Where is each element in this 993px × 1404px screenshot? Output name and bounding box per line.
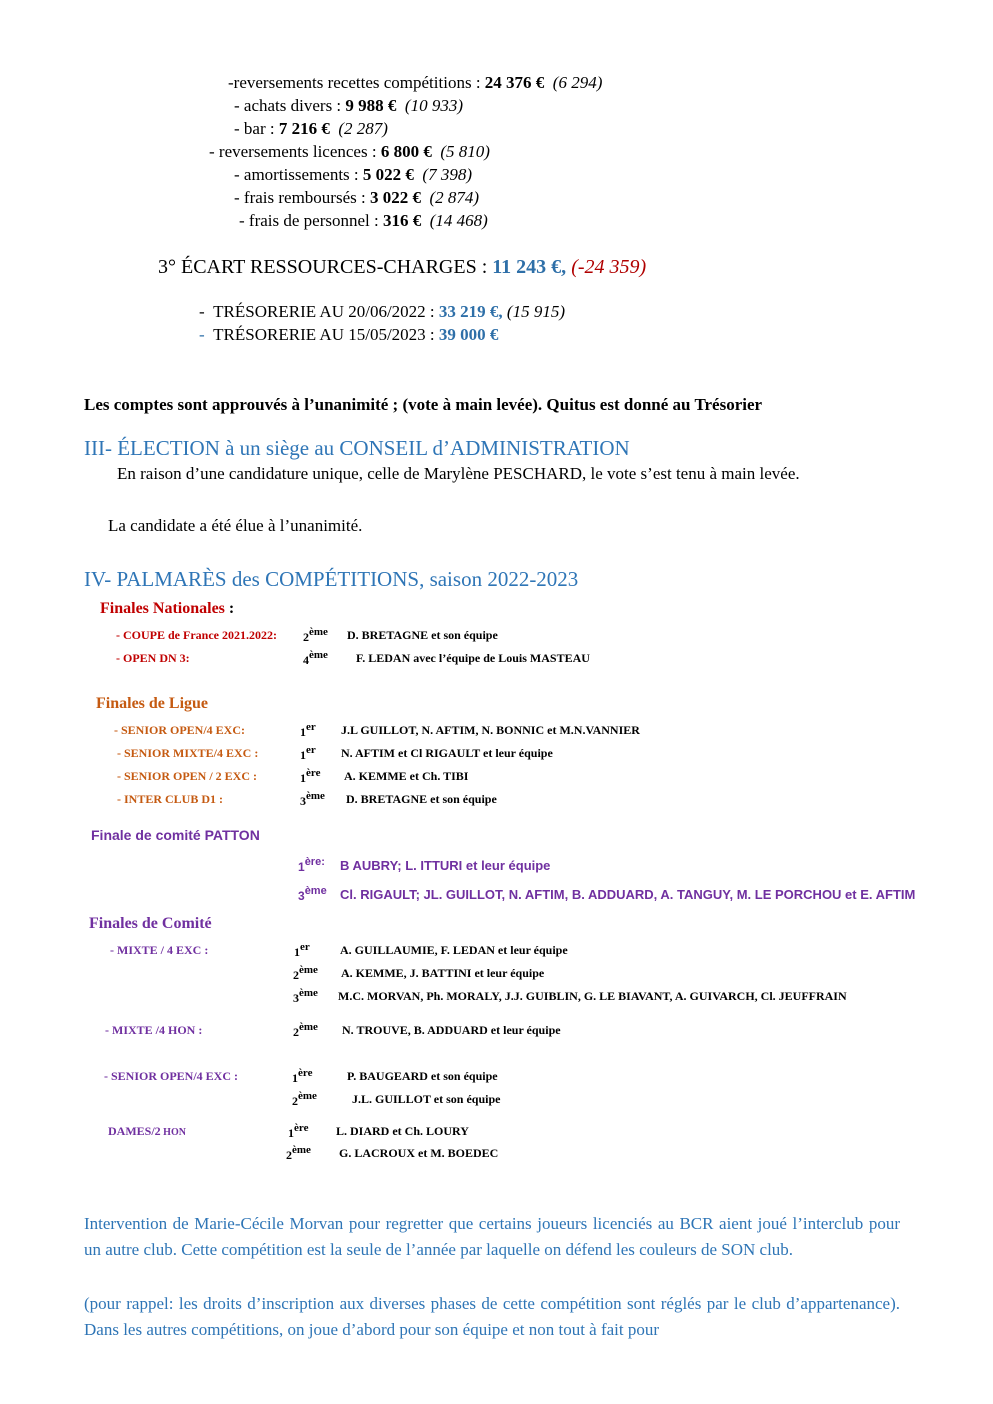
rank-badge: 1er [294,941,310,959]
intervention-reminder: (pour rappel: les droits d’inscription aux diverses phases de cette compétition sont réglés par le club d’appartenance). Dans les autres compétitions, on joue d’abord pour son équipe et non tout à fait pour [84,1294,900,1339]
ligue-category: - SENIOR OPEN/4 EXC: [114,723,246,737]
charge-line: - amortissements : 5 022 € (7 398) [234,165,472,184]
rank-badge: 1er [300,744,316,762]
election-paragraph: En raison d’une candidature unique, celle de Marylène PESCHARD, le vote s’est tenu à main levée. [117,464,800,483]
tresorerie-line: - TRÉSORERIE AU 20/06/2022 : 33 219 €, (15 915) [199,302,565,321]
comite-heading: Finales de Comité [89,915,212,932]
winner-names: B AUBRY; L. ITTURI et leur équipe [340,858,551,873]
comite-category: - SENIOR OPEN/4 EXC : [104,1069,239,1083]
comite-category: DAMES/2 HON [108,1124,186,1138]
rank-badge: 2ème [292,1090,317,1108]
ligue-category: - SENIOR OPEN / 2 EXC : [117,769,258,783]
rank-badge: 4ème [303,649,328,667]
election-title: III- ÉLECTION à un siège au CONSEIL d’ADMINISTRATION [84,436,630,460]
rank-badge: 3ème [298,885,327,903]
winner-names: G. LACROUX et M. BOEDEC [339,1146,499,1160]
winner-names: A. KEMME, J. BATTINI et leur équipe [341,966,545,980]
winner-names: M.C. MORVAN, Ph. MORALY, J.J. GUIBLIN, G. LE BIAVANT, A. GUIVARCH, Cl. JEUFFRAIN [338,989,847,1003]
palmares-title: IV- PALMARÈS des COMPÉTITIONS, saison 2022-2023 [84,567,579,591]
ecart-line: 3° ÉCART RESSOURCES-CHARGES : 11 243 €, (-24 359) [158,256,647,278]
nationales-heading: Finales Nationales : [100,600,235,617]
charge-line: -reversements recettes compétitions : 24 376 € (6 294) [228,73,603,92]
winner-names: L. DIARD et Ch. LOURY [336,1124,469,1138]
comite-category: - MIXTE / 4 EXC : [110,943,209,957]
nationales-category: - OPEN DN 3: [116,651,190,665]
rank-badge: 3ème [300,790,325,808]
rank-badge: 1ère [300,767,321,785]
intervention-paragraph: Intervention de Marie-Cécile Morvan pour regretter que certains joueurs licenciés au BCR aient joué l’interclub pour un autre club. Cette compétition est la seule de l’année par laquelle on défend les couleurs de SON club. [84,1214,900,1259]
rank-badge: 2ème [293,964,318,982]
rank-badge: 2ème [286,1144,311,1162]
ligue-heading: Finales de Ligue [96,695,209,712]
ligue-category: - INTER CLUB D1 : [117,792,224,806]
winner-names: Cl. RIGAULT; JL. GUILLOT, N. AFTIM, B. ADDUARD, A. TANGUY, M. LE PORCHOU et E. AFTIM [340,887,916,902]
winner-names: N. TROUVE, B. ADDUARD et leur équipe [342,1023,561,1037]
rank-badge: 1ère [292,1067,313,1085]
winner-names: J.L GUILLOT, N. AFTIM, N. BONNIC et M.N.VANNIER [341,723,640,737]
rank-badge: 1ère [288,1122,309,1140]
winner-names: P. BAUGEARD et son équipe [347,1069,498,1083]
election-result: La candidate a été élue à l’unanimité. [108,516,363,535]
winner-names: A. KEMME et Ch. TIBI [344,769,469,783]
winner-names: A. GUILLAUMIE, F. LEDAN et leur équipe [340,943,568,957]
rank-badge: 1er [300,721,316,739]
comite-category: - MIXTE /4 HON : [105,1023,203,1037]
charge-line: - reversements licences : 6 800 € (5 810) [209,142,490,161]
winner-names: N. AFTIM et Cl RIGAULT et leur équipe [341,746,553,760]
rank-badge: $1^{ère:}$ [298,856,325,874]
approval-text: Les comptes sont approuvés à l’unanimité ; (vote à main levée). Quitus est donné au Trésorier [84,395,763,414]
charge-line: - frais de personnel : 316 € (14 468) [239,211,488,230]
rank-badge: 3ème [293,987,318,1005]
patton-heading: Finale de comité PATTON [91,827,260,843]
rank-badge: 2ème [293,1021,318,1039]
charge-line: - bar : 7 216 € (2 287) [234,119,388,138]
winner-names: F. LEDAN avec l’équipe de Louis MASTEAU [356,651,590,665]
rank-badge: 2ème [303,626,328,644]
winner-names: D. BRETAGNE et son équipe [346,792,497,806]
charge-line: - frais remboursés : 3 022 € (2 874) [234,188,480,207]
tresorerie-line: - TRÉSORERIE AU 15/05/2023 : 39 000 € [199,325,499,344]
charge-line: - achats divers : 9 988 € (10 933) [234,96,463,115]
winner-names: J.L. GUILLOT et son équipe [352,1092,501,1106]
ligue-category: - SENIOR MIXTE/4 EXC : [117,746,259,760]
winner-names: D. BRETAGNE et son équipe [347,628,498,642]
nationales-category: - COUPE de France 2021.2022: [116,628,277,642]
